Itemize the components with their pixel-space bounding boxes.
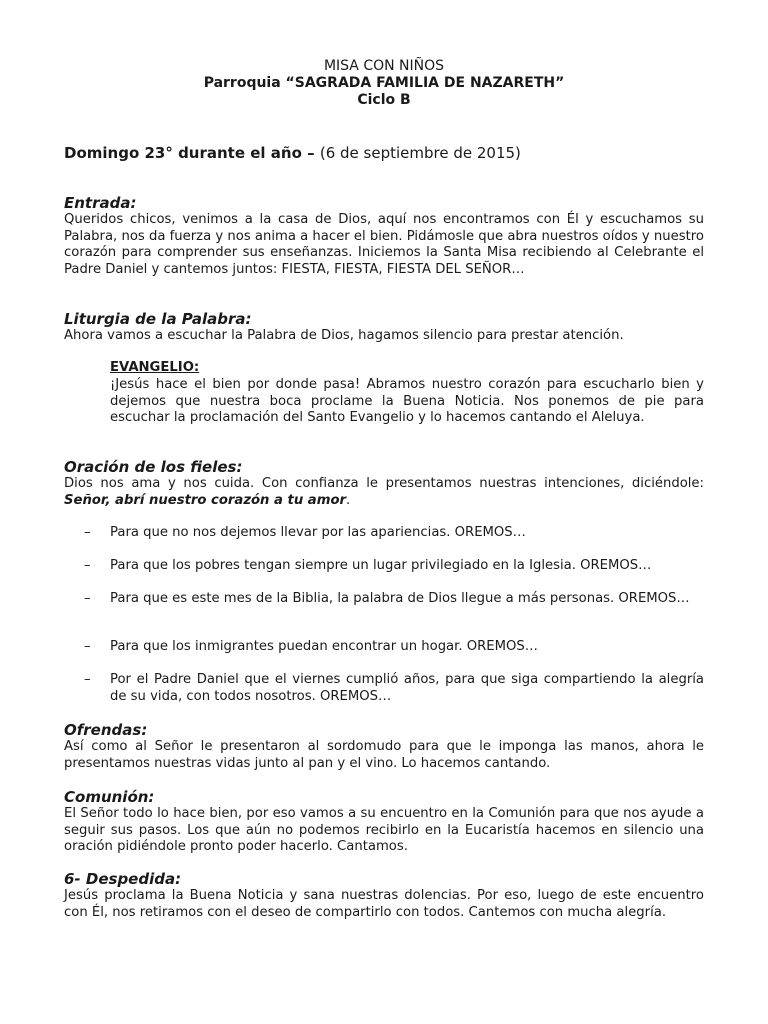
bullet-dash: – — [84, 525, 91, 540]
ofrendas-title: Ofrendas: — [64, 721, 148, 739]
bullet-dash: – — [84, 639, 91, 654]
evangelio-title: EVANGELIO: — [110, 360, 200, 375]
header-cycle: Ciclo B — [357, 92, 411, 108]
entrada-title: Entrada: — [64, 194, 137, 212]
comunion-title: Comunión: — [64, 788, 155, 806]
intention-item: Para que es este mes de la Biblia, la palabra de Dios llegue a más personas. OREMOS… — [110, 591, 690, 606]
oracion-intro: Dios nos ama y nos cuida. Con confianza le presentamos nuestras intenciones, diciéndole: — [64, 476, 704, 491]
sunday-dash: – — [301, 144, 320, 162]
document-header — [0, 58, 768, 109]
intention-item: Para que no nos dejemos llevar por las apariencias. OREMOS… — [110, 525, 526, 540]
intention-item: Para que los inmigrantes puedan encontrar un hogar. OREMOS… — [110, 639, 538, 654]
liturgia-title: Liturgia de la Palabra: — [64, 310, 252, 328]
sunday-line — [64, 144, 521, 162]
bullet-dash: – — [84, 558, 91, 573]
despedida-title: 6- Despedida: — [64, 870, 182, 888]
intention-item: Por el Padre Daniel que el viernes cumplió años, para que siga compartiendo la alegría de su vida, con todos nosotros. OREMOS… — [110, 672, 704, 704]
sunday-date: (6 de septiembre de 2015) — [319, 144, 521, 162]
comunion-text: El Señor todo lo hace bien, por eso vamos a su encuentro en la Comunión para que nos ayude a seguir sus pasos. Los que aún no podemos recibirlo en la Eucaristía hacemos en silencio una oración pidiéndole pronto poder hacerlo. Cantamos. — [64, 806, 704, 854]
oracion-end: . — [346, 492, 351, 508]
sunday-label: Domingo 23° durante el año — [64, 144, 302, 162]
liturgia-text: Ahora vamos a escuchar la Palabra de Dios, hagamos silencio para prestar atención. — [64, 328, 624, 343]
header-parish: Parroquia “SAGRADA FAMILIA DE NAZARETH” — [203, 75, 565, 91]
oracion-response: Señor, abrí nuestro corazón a tu amor — [64, 492, 347, 508]
bullet-dash: – — [84, 591, 91, 606]
entrada-text: Queridos chicos, venimos a la casa de Dios, aquí nos encontramos con Él y escuchamos su Palabra, nos da fuerza y nos anima a hacer el bien. Pidámosle que abra nuestros oídos y nuestro corazón para comprender sus enseñanzas. Iniciemos la Santa Misa recibiendo al Celebrante el Padre Daniel y cantemos juntos: FIESTA, FIESTA, FIESTA DEL SEÑOR… — [64, 212, 704, 277]
evangelio-text: ¡Jesús hace el bien por donde pasa! Abramos nuestro corazón para escucharlo bien y dejemos que nuestra boca proclame la Buena Noticia. Nos ponemos de pie para escuchar la proclamación del Santo Evangelio y lo hacemos cantando el Aleluya. — [110, 377, 704, 425]
despedida-text: Jesús proclama la Buena Noticia y sana nuestras dolencias. Por eso, luego de este encuentro con Él, nos retiramos con el deseo de compartirlo con todos. Cantemos con mucha alegría. — [64, 888, 704, 920]
oracion-title: Oración de los fieles: — [64, 458, 243, 476]
oracion-text — [64, 476, 704, 509]
intention-item: Para que los pobres tengan siempre un lugar privilegiado en la Iglesia. OREMOS… — [110, 558, 652, 573]
ofrendas-text: Así como al Señor le presentaron al sordomudo para que le imponga las manos, ahora le presentamos nuestras vidas junto al pan y el vino. Lo hacemos cantando. — [64, 739, 704, 771]
header-title: MISA CON NIÑOS — [323, 58, 445, 74]
bullet-dash: – — [84, 672, 91, 687]
